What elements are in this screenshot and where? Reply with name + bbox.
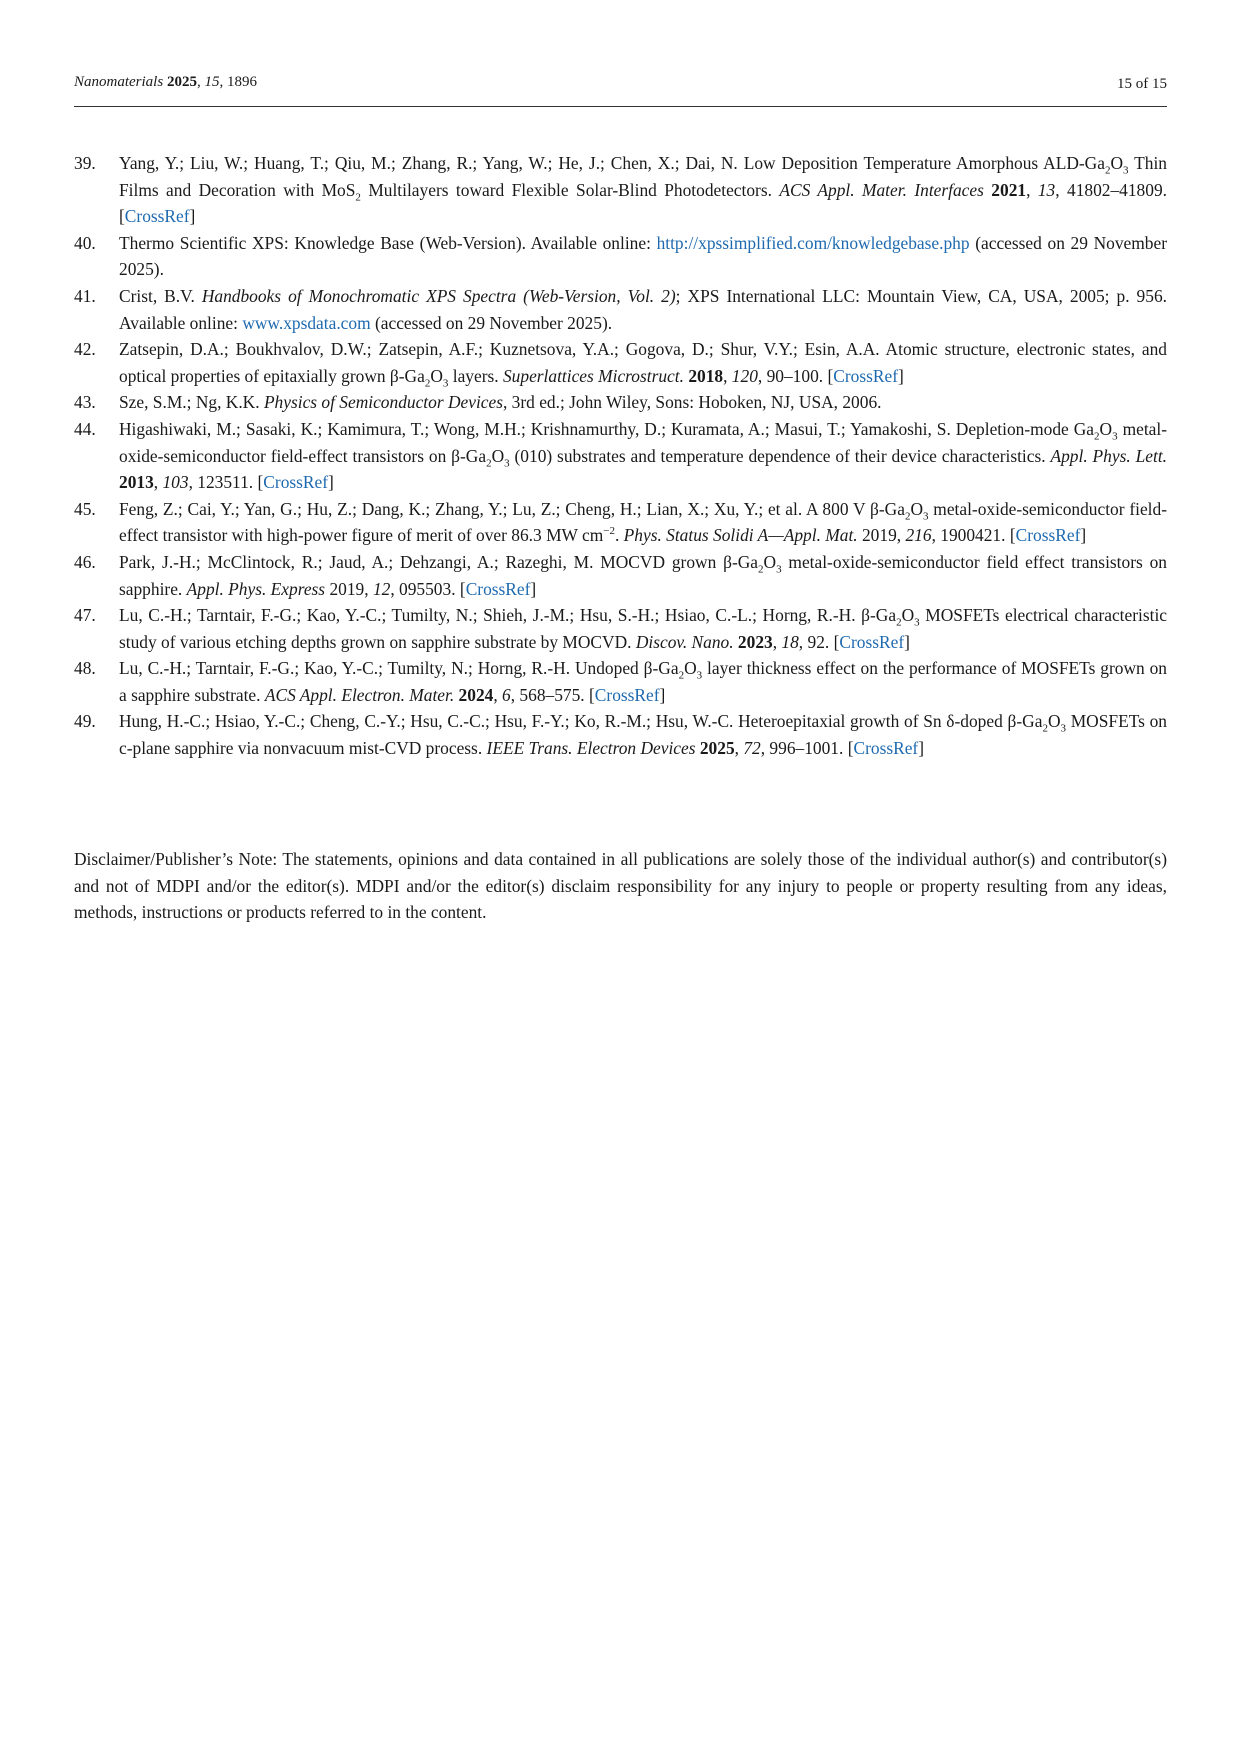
reference-text: layers.: [448, 365, 503, 386]
reference-text: O: [901, 605, 915, 626]
reference-text: Thermo Scientific XPS: Knowledge Base (Web-Version). Available online:: [119, 232, 657, 253]
reference-number: 44.: [74, 418, 96, 439]
reference-40: [74, 230, 1167, 283]
subscript: 3: [442, 377, 449, 390]
reference-number: 40.: [74, 232, 96, 253]
bracket: ]: [659, 684, 666, 705]
reference-49: [74, 708, 1167, 761]
reference-text: .: [614, 525, 624, 546]
reference-text: (accessed on 29 November 2025).: [370, 312, 613, 333]
reference-pages: , 90–100. [: [757, 365, 834, 386]
reference-42: [74, 336, 1167, 389]
reference-text: O: [684, 658, 697, 679]
reference-volume: 120: [731, 365, 758, 386]
subscript: 2: [355, 191, 361, 204]
bracket: ]: [1080, 525, 1087, 546]
bracket: ]: [189, 206, 196, 227]
subscript: 3: [776, 563, 782, 576]
reference-text: O: [430, 365, 443, 386]
reference-41: [74, 283, 1167, 336]
reference-text: O: [763, 551, 777, 572]
reference-number: 39.: [74, 153, 96, 173]
publisher-disclaimer: [74, 846, 1167, 926]
journal-name: Superlattices Microstruct.: [502, 365, 684, 386]
reference-number: 46.: [74, 551, 96, 572]
journal-name: Discov. Nano.: [635, 631, 734, 652]
reference-pages: , 123511. [: [188, 472, 264, 493]
journal-name: Appl. Phys. Lett.: [1050, 445, 1167, 466]
reference-text: Yang, Y.; Liu, W.; Huang, T.; Qiu, M.; Zhang, R.; Yang, W.; He, J.; Chen, X.; Dai, N. Low Deposition Temperature Amorphous ALD-Ga: [119, 153, 1105, 173]
reference-text: Multilayers toward Flexible Solar-Blind Photodetectors.: [360, 179, 780, 200]
reference-text: O: [1110, 153, 1124, 173]
reference-year: 2013: [119, 472, 154, 493]
crossref-link[interactable]: CrossRef: [839, 631, 905, 652]
reference-45: [74, 496, 1167, 549]
reference-number: 45.: [74, 498, 96, 519]
subscript: 3: [1112, 430, 1118, 443]
reference-text: MOSFETs on c-plane sapphire via nonvacuum mist-CVD process.: [119, 711, 1167, 759]
reference-44: [74, 416, 1167, 496]
page-header: [74, 72, 1167, 107]
reference-text: Lu, C.-H.; Tarntair, F.-G.; Kao, Y.-C.; Tumilty, N.; Shieh, J.-M.; Hsu, S.-H.; Hsiao, C.-L.; Horng, R.-H. β-Ga: [119, 605, 897, 626]
url-link[interactable]: http://xpssimplified.com/knowledgebase.php: [656, 232, 970, 253]
comma: ,: [493, 684, 503, 705]
reference-year: 2018: [688, 365, 724, 386]
reference-text: Higashiwaki, M.; Sasaki, K.; Kamimura, T.; Wong, M.H.; Krishnamurthy, D.; Kuramata, A.; Masui, T.; Yamakoshi, S. Depletion-mode Ga: [119, 418, 1095, 439]
subscript: 3: [1060, 722, 1066, 735]
reference-text: layer thickness effect on the performance of MOSFETs grown on a sapphire substrate.: [119, 658, 1168, 705]
reference-text: (accessed on 29 November 2025).: [119, 232, 1167, 280]
reference-text: Hung, H.-C.; Hsiao, Y.-C.; Cheng, C.-Y.; Hsu, C.-C.; Hsu, F.-Y.; Ko, R.-M.; Hsu, W.-C. Heteroepitaxial growth of Sn δ-doped β-Ga: [119, 711, 1043, 732]
reference-46: [74, 549, 1167, 602]
subscript: 2: [904, 510, 911, 523]
journal-name: Phys. Status Solidi A—Appl. Mat.: [623, 525, 858, 546]
subscript: 3: [696, 669, 703, 682]
reference-43: [74, 389, 1167, 416]
subscript: 3: [914, 616, 920, 629]
subscript: 2: [678, 669, 685, 682]
reference-text: Crist, B.V.: [119, 285, 202, 306]
crossref-link[interactable]: CrossRef: [124, 206, 190, 227]
reference-volume: 103: [162, 472, 189, 493]
reference-volume: 13: [1037, 179, 1056, 200]
reference-volume: 72: [743, 738, 761, 759]
reference-text: O: [1099, 418, 1113, 439]
reference-text: Park, J.-H.; McClintock, R.; Jaud, A.; Dehzangi, A.; Razeghi, M. MOCVD grown β-Ga: [119, 551, 759, 572]
reference-pages: , 1900421. [: [931, 525, 1016, 546]
crossref-link[interactable]: CrossRef: [263, 472, 329, 493]
reference-pages: , 92. [: [798, 631, 840, 652]
subscript: 3: [504, 457, 510, 469]
reference-text: ; XPS International LLC: Mountain View, CA, USA, 2005; p. 956. Available online:: [119, 285, 1167, 333]
disclaimer-text: The statements, opinions and data contained in all publications are solely those of the individual author(s) and contributor(s) and not of MDPI and/or the editor(s). MDPI and/or the editor(s) disclaim responsibility for any injury to people or property resulting from any ideas, methods, instructions or products referred to in the content.: [74, 849, 1167, 923]
bracket: ]: [328, 472, 334, 493]
reference-text: Thin Films and Decoration with MoS: [119, 153, 1167, 200]
reference-volume: 216: [905, 525, 932, 546]
book-title: Physics of Semiconductor Devices: [263, 392, 503, 413]
journal-citation: [74, 74, 257, 91]
reference-volume: 18: [781, 631, 799, 652]
comma: ,: [364, 578, 373, 599]
superscript: −2: [603, 525, 615, 538]
bracket: ]: [904, 631, 910, 652]
reference-text: (010) substrates and temperature dependence of their device characteristics.: [509, 445, 1051, 466]
reference-year: 2019: [329, 578, 365, 599]
comma: ,: [772, 631, 782, 652]
reference-48: [74, 655, 1167, 708]
page-number: 15 of 15: [1117, 76, 1167, 92]
comma: ,: [723, 365, 732, 386]
crossref-link[interactable]: CrossRef: [465, 578, 531, 599]
subscript: 3: [923, 510, 929, 523]
crossref-link[interactable]: CrossRef: [833, 365, 898, 386]
reference-47: [74, 602, 1167, 655]
reference-list: [74, 150, 1167, 762]
reference-text: O: [910, 498, 924, 519]
comma: ,: [153, 472, 163, 493]
reference-year: 2021: [991, 179, 1027, 200]
reference-pages: , 568–575. [: [510, 684, 595, 705]
reference-year: 2019: [861, 525, 897, 546]
journal-name: IEEE Trans. Electron Devices: [486, 738, 696, 759]
journal-volume: 15: [204, 74, 220, 90]
reference-text: Lu, C.-H.; Tarntair, F.-G.; Kao, Y.-C.; Tumilty, N.; Horng, R.-H. Undoped β-Ga: [119, 658, 679, 679]
reference-pages: , 996–1001. [: [760, 738, 854, 759]
subscript: 3: [1123, 164, 1129, 177]
journal-name: Appl. Phys. Express: [186, 578, 326, 599]
disclaimer-label: Disclaimer/Publisher’s Note:: [74, 849, 278, 869]
reference-number: 43.: [74, 392, 96, 413]
reference-year: 2025: [699, 738, 735, 759]
comma: ,: [734, 738, 744, 759]
reference-text: O: [1047, 711, 1061, 732]
reference-text: MOSFETs electrical characteristic study of various etching depths grown on sapphire substrate by MOCVD.: [119, 605, 1167, 652]
reference-year: 2023: [737, 631, 773, 652]
subscript: 2: [1104, 164, 1111, 177]
reference-number: 48.: [74, 658, 96, 679]
bracket: ]: [530, 578, 537, 599]
reference-text: metal-oxide-semiconductor field-effect transistors on β-Ga: [119, 418, 1167, 466]
bracket: ]: [918, 738, 925, 759]
reference-text: Zatsepin, D.A.; Boukhvalov, D.W.; Zatsepin, A.F.; Kuznetsova, Y.A.; Gogova, D.; Shur, V.Y.; Esin, A.A. Atomic structure, electronic states, and optical properties of epitaxially grown β-Ga: [119, 339, 1167, 386]
reference-volume: 12: [372, 578, 391, 599]
url-link[interactable]: www.xpsdata.com: [242, 312, 371, 333]
journal-name: Nanomaterials: [74, 74, 164, 90]
journal-name: ACS Appl. Mater. Interfaces: [779, 179, 984, 200]
reference-text: Sze, S.M.; Ng, K.K.: [119, 392, 264, 413]
reference-text: metal-oxide-semiconductor field-effect transistor with high-power figure of merit of over 86.3 MW cm: [119, 498, 1167, 546]
crossref-link[interactable]: CrossRef: [1015, 525, 1081, 546]
crossref-link[interactable]: CrossRef: [594, 684, 660, 705]
reference-pages: , 41802–41809. [: [119, 179, 1167, 227]
reference-text: , 3rd ed.; John Wiley, Sons: Hoboken, NJ, USA, 2006.: [502, 392, 882, 413]
reference-39: [74, 150, 1167, 230]
reference-text: metal-oxide-semiconductor field effect transistors on sapphire.: [119, 551, 1167, 599]
subscript: 2: [424, 377, 431, 390]
reference-year: 2024: [458, 684, 494, 705]
subscript: 2: [1042, 722, 1048, 735]
subscript: 2: [486, 457, 492, 469]
book-title: Handbooks of Monochromatic XPS Spectra (Web-Version, Vol. 2): [201, 285, 676, 306]
reference-number: 47.: [74, 605, 96, 626]
reference-number: 49.: [74, 711, 96, 732]
subscript: 2: [896, 616, 902, 629]
journal-year: 2025: [166, 74, 197, 90]
reference-number: 42.: [74, 339, 96, 360]
comma: ,: [219, 74, 227, 90]
journal-name: ACS Appl. Electron. Mater.: [264, 684, 455, 705]
comma: ,: [196, 74, 205, 90]
subscript: 2: [758, 563, 764, 576]
bracket: ]: [897, 365, 904, 386]
comma: ,: [896, 525, 906, 546]
reference-pages: , 095503. [: [390, 578, 466, 599]
crossref-link[interactable]: CrossRef: [853, 738, 919, 759]
comma: ,: [1026, 179, 1038, 200]
article-number: 1896: [226, 74, 257, 90]
reference-volume: 6: [502, 684, 511, 705]
subscript: 2: [1094, 430, 1100, 443]
reference-text: O: [491, 445, 505, 466]
reference-number: 41.: [74, 285, 96, 306]
reference-text: Feng, Z.; Cai, Y.; Yan, G.; Hu, Z.; Dang, K.; Zhang, Y.; Lu, Z.; Cheng, H.; Lian, X.; Xu, Y.; et al. A 800 V β-Ga: [119, 498, 905, 519]
